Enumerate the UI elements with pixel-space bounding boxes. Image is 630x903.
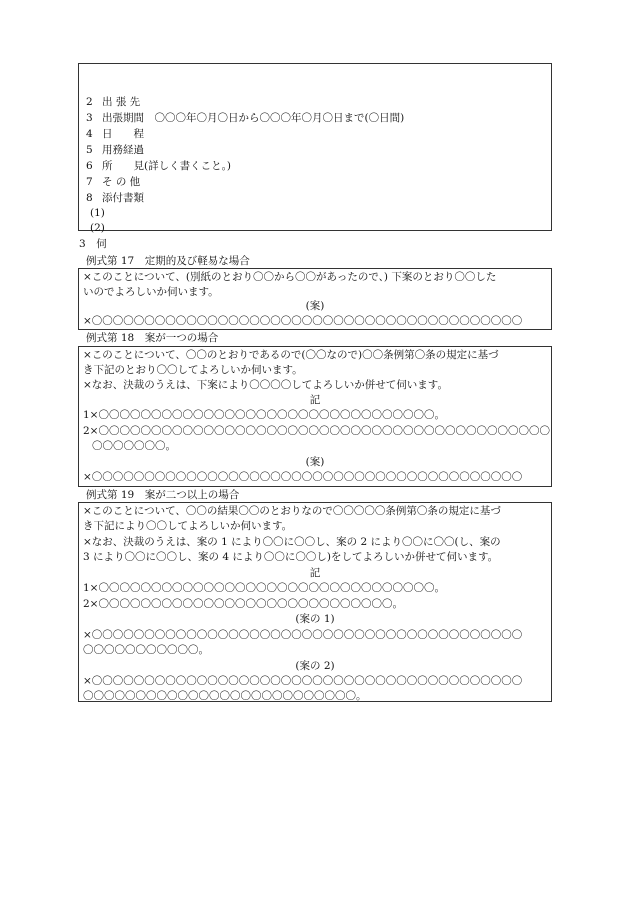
example-18-item-1: 1×〇〇〇〇〇〇〇〇〇〇〇〇〇〇〇〇〇〇〇〇〇〇〇〇〇〇〇〇〇〇〇〇。 — [83, 409, 445, 421]
example-19-an-1-line-b: 〇〇〇〇〇〇〇〇〇〇〇。 — [83, 644, 209, 656]
example-17-line-3: ×〇〇〇〇〇〇〇〇〇〇〇〇〇〇〇〇〇〇〇〇〇〇〇〇〇〇〇〇〇〇〇〇〇〇〇〇〇〇〇〇〇 — [83, 315, 523, 327]
example-18-heading: 例式第 18 案が一つの場合 — [86, 332, 219, 344]
example-19-item-1: 1×〇〇〇〇〇〇〇〇〇〇〇〇〇〇〇〇〇〇〇〇〇〇〇〇〇〇〇〇〇〇〇〇。 — [83, 582, 445, 594]
item-row-7: 7 そ の 他 — [86, 176, 141, 188]
example-18-an-label: (案) — [305, 456, 325, 468]
example-18-line-1: ×このことについて、〇〇のとおりであるので(〇〇なので)〇〇条例第〇条の規定に基づ — [83, 349, 499, 361]
item-row-3: 3 出張期間 〇〇〇年〇月〇日から〇〇〇年〇月〇日まで(〇日間) — [86, 112, 405, 124]
example-19-line-1: ×このことについて、〇〇の結果〇〇のとおりなので〇〇〇〇〇条例第〇条の規定に基づ — [83, 505, 501, 517]
example-19-line-4: 3 により〇〇に〇〇し、案の 4 により〇〇に〇〇し)をしてよろしいか併せて伺います。 — [83, 551, 499, 563]
example-18-line-3: ×なお、決裁のうえは、下案により〇〇〇〇してよろしいか併せて伺います。 — [83, 379, 448, 391]
example-18-ki-label: 記 — [309, 394, 321, 406]
example-19-an-2-label: (案の 2) — [295, 660, 335, 672]
example-18-line-2: き下記のとおり〇〇してよろしいか伺います。 — [83, 364, 303, 376]
example-19-heading: 例式第 19 案が二つ以上の場合 — [86, 489, 240, 501]
item-row-8: 8 添付書類 — [86, 192, 144, 204]
example-19-line-3: ×なお、決裁のうえは、案の 1 により〇〇に〇〇し、案の 2 により〇〇に〇〇(し、案の — [83, 536, 501, 548]
section-3-heading: 3 伺 — [79, 238, 107, 250]
example-17-line-2: いのでよろしいか伺います。 — [83, 286, 219, 298]
example-19-an-1-label: (案の 1) — [295, 613, 335, 625]
attachment-sub-1: (1) — [90, 207, 105, 219]
example-19-an-1-line-a: ×〇〇〇〇〇〇〇〇〇〇〇〇〇〇〇〇〇〇〇〇〇〇〇〇〇〇〇〇〇〇〇〇〇〇〇〇〇〇〇〇〇 — [83, 629, 523, 641]
report-items-box — [78, 63, 552, 231]
example-19-an-2-line-b: 〇〇〇〇〇〇〇〇〇〇〇〇〇〇〇〇〇〇〇〇〇〇〇〇〇〇。 — [83, 690, 367, 702]
example-18-item-2a: 2×〇〇〇〇〇〇〇〇〇〇〇〇〇〇〇〇〇〇〇〇〇〇〇〇〇〇〇〇〇〇〇〇〇〇〇〇〇〇〇〇〇〇〇 — [83, 425, 550, 437]
example-19-ki-label: 記 — [309, 567, 321, 579]
example-19-line-2: き下記により〇〇してよろしいか伺います。 — [83, 520, 293, 532]
example-17-line-1: ×このことについて、(別紙のとおり〇〇から〇〇があったので、) 下案のとおり〇〇した — [83, 271, 497, 283]
example-18-line-4: ×〇〇〇〇〇〇〇〇〇〇〇〇〇〇〇〇〇〇〇〇〇〇〇〇〇〇〇〇〇〇〇〇〇〇〇〇〇〇〇〇〇 — [83, 471, 523, 483]
example-19-an-2-line-a: ×〇〇〇〇〇〇〇〇〇〇〇〇〇〇〇〇〇〇〇〇〇〇〇〇〇〇〇〇〇〇〇〇〇〇〇〇〇〇〇〇〇 — [83, 675, 523, 687]
example-18-item-2b: 〇〇〇〇〇〇〇。 — [92, 440, 176, 452]
item-row-6: 6 所 見(詳しく書くこと。) — [86, 160, 231, 172]
example-17-heading: 例式第 17 定期的及び軽易な場合 — [86, 255, 250, 267]
item-row-4: 4 日 程 — [86, 128, 144, 140]
item-row-5: 5 用務経過 — [86, 144, 144, 156]
item-row-2: 2 出 張 先 — [86, 96, 141, 108]
attachment-sub-2: (2) — [90, 222, 105, 234]
example-19-item-2: 2×〇〇〇〇〇〇〇〇〇〇〇〇〇〇〇〇〇〇〇〇〇〇〇〇〇〇〇〇。 — [83, 598, 403, 610]
example-17-an-label: (案) — [305, 300, 325, 312]
